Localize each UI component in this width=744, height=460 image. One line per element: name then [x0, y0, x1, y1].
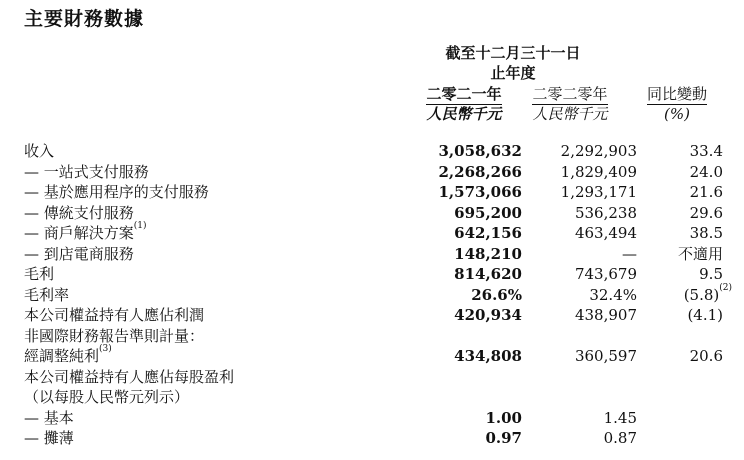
value-change: 20.6: [689, 347, 723, 366]
value-2020: [522, 326, 637, 347]
value-2020: 2,292,903: [560, 142, 637, 161]
value-2021: 148,210: [454, 244, 522, 263]
value-change: [637, 387, 732, 408]
table-row: [24, 182, 732, 203]
row-label: 收入: [24, 142, 55, 161]
value-2021: 2,268,266: [438, 162, 522, 181]
value-change: 38.5: [689, 224, 723, 243]
row-label: — 一站式支付服務: [24, 162, 149, 181]
table-row: [24, 223, 732, 244]
value-change: 24.0: [689, 162, 723, 181]
table-row: [24, 203, 732, 224]
row-label: 本公司權益持有人應佔利潤: [24, 306, 205, 325]
col-2020-year: 二零二零年: [532, 85, 608, 103]
value-change: 不適用: [677, 244, 723, 263]
value-2021: [404, 387, 522, 408]
row-label: — 基本: [24, 408, 74, 427]
row-label: — 基於應用程序的支付服務: [24, 183, 209, 202]
value-2021: 695,200: [454, 203, 522, 222]
col-2021-year: 二零二一年: [426, 85, 502, 103]
value-2021: 434,808: [454, 347, 522, 366]
value-2020: [522, 387, 637, 408]
value-2020: 0.87: [603, 429, 637, 448]
value-change: [637, 367, 732, 388]
value-2021: 1,573,066: [438, 183, 522, 202]
value-2021: [404, 367, 522, 388]
value-2020: —: [622, 244, 637, 263]
row-label: 毛利: [24, 265, 55, 284]
period-header-line2: 止年度: [490, 64, 536, 82]
value-change: 21.6: [689, 183, 723, 202]
value-2020: 360,597: [574, 347, 637, 366]
value-2021: 3,058,632: [438, 142, 522, 161]
table-row: [24, 305, 732, 326]
value-change: $(5.8)^{(2)}$: [683, 282, 732, 304]
table-row: [24, 264, 732, 285]
value-2021: 0.97: [485, 429, 522, 448]
value-2020: 1.45: [603, 408, 637, 427]
financial-table: [24, 141, 732, 449]
value-change: [637, 326, 732, 347]
row-label: 經調整純利$^{(3)}$: [24, 344, 112, 366]
value-change: 33.4: [689, 142, 723, 161]
page-title: 主要財務數據: [24, 8, 145, 30]
value-2021: 1.00: [485, 408, 522, 427]
row-label: 非國際財務報告準則計量：: [24, 326, 205, 345]
table-row: [24, 428, 732, 449]
value-change: (4.1): [687, 306, 723, 325]
row-label: — 到店電商服務: [24, 244, 134, 263]
table-row: [24, 285, 732, 306]
period-header-line1: 截至十二月三十一日: [445, 44, 581, 62]
col-2021-unit: 人民幣千元: [426, 105, 502, 123]
table-row: [24, 367, 732, 388]
value-2020: 438,907: [574, 306, 637, 325]
row-label: — 攤薄: [24, 429, 74, 448]
col-change-label: 同比變動: [646, 85, 707, 103]
value-2020: [522, 367, 637, 388]
table-row: [24, 346, 732, 367]
col-change-unit: (%): [664, 105, 690, 123]
value-2020: 32.4%: [589, 285, 637, 304]
value-2020: 743,679: [574, 265, 637, 284]
value-2020: 463,494: [574, 224, 637, 243]
value-change: 9.5: [699, 265, 723, 284]
value-2021: 642,156: [454, 224, 522, 243]
col-2020-unit: 人民幣千元: [532, 105, 608, 123]
table-row: [24, 387, 732, 408]
value-2021: [404, 326, 522, 347]
value-2021: 420,934: [454, 306, 522, 325]
value-change: [637, 408, 732, 429]
row-label: 毛利率: [24, 285, 70, 304]
row-label: 本公司權益持有人應佔每股盈利: [24, 367, 235, 386]
row-label: — 傳統支付服務: [24, 203, 134, 222]
value-2020: 536,238: [574, 203, 637, 222]
value-2021: 26.6%: [471, 285, 522, 304]
value-change: 29.6: [689, 203, 723, 222]
table-row: [24, 141, 732, 162]
value-change: [637, 428, 732, 449]
value-2021: 814,620: [454, 265, 522, 284]
value-2020: 1,829,409: [560, 162, 637, 181]
row-label: — 商戶解決方案$^{(1)}$: [24, 221, 147, 243]
table-row: [24, 162, 732, 183]
table-row: [24, 408, 732, 429]
table-row: [24, 326, 732, 347]
row-label: （以每股人民幣元列示）: [24, 388, 190, 407]
table-row: [24, 244, 732, 265]
value-2020: 1,293,171: [560, 183, 637, 202]
